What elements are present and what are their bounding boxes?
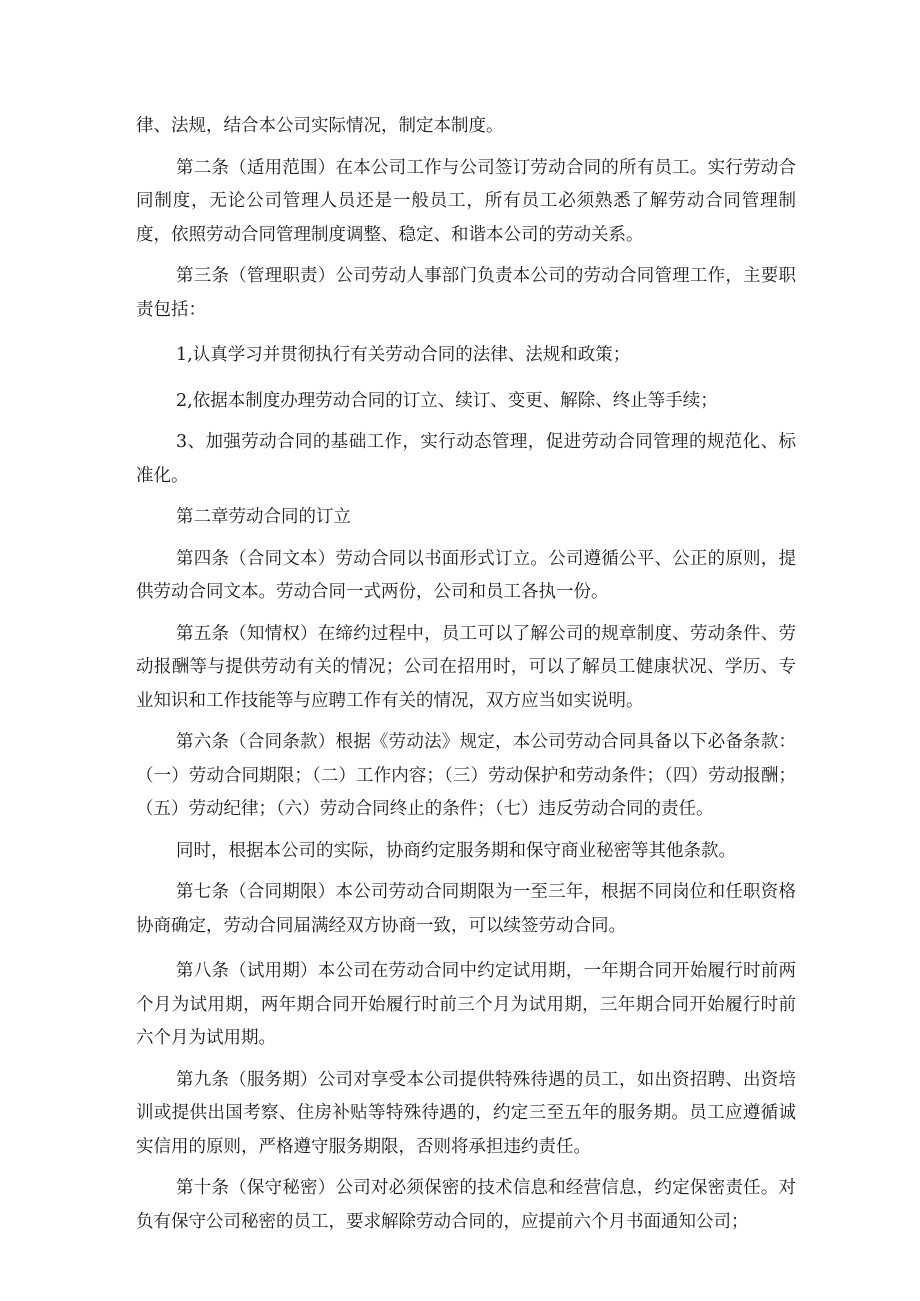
paragraph-article-5: 第五条（知情权）在缔约过程中，员工可以了解公司的规章制度、劳动条件、劳动报酬等与提供劳动有关的情况；公司在招用时，可以了解员工健康状况、学历、专业知识和工作技能等与应聘工作有关的情况，双方应当如实说明。 [136,623,796,711]
paragraph-article-7: 第七条（合同期限）本公司劳动合同期限为一至三年，根据不同岗位和任职资格协商确定，劳动合同届满经双方协商一致，可以续签劳动合同。 [136,882,796,936]
paragraph-article-6: 第六条（合同条款）根据《劳动法》规定，本公司劳动合同具备以下必备条款：（一）劳动合同期限；（二）工作内容；（三）劳动保护和劳动条件；（四）劳动报酬；（五）劳动纪律；（六）劳动合同终止的条件；（七）违反劳动合同的责任。 [136,732,796,819]
paragraph-article-10: 第十条（保守秘密）公司对必须保密的技术信息和经营信息，约定保密责任。对负有保守公司秘密的员工，要求解除劳动合同的，应提前六个月书面通知公司； [136,1178,796,1232]
paragraph-article-4: 第四条（合同文本）劳动合同以书面形式订立。公司遵循公平、公正的原则，提供劳动合同文本。劳动合同一式两份，公司和员工各执一份。 [136,548,796,602]
paragraph-continued: 律、法规，结合本公司实际情况，制定本制度。 [136,116,504,136]
paragraph-duty-1: 1,认真学习并贯彻执行有关劳动合同的法律、法规和政策； [176,345,631,365]
paragraph-supplement: 同时，根据本公司的实际，协商约定服务期和保守商业秘密等其他条款。 [176,840,736,861]
paragraph-article-3: 第三条（管理职责）公司劳动人事部门负责本公司的劳动合同管理工作，主要职责包括： [136,266,796,320]
paragraph-article-8: 第八条（试用期）本公司在劳动合同中约定试用期，一年期合同开始履行时前两个月为试用期，两年期合同开始履行时前三个月为试用期，三年期合同开始履行时前六个月为试用期。 [136,961,796,1048]
document-body [136,110,796,1239]
paragraph-article-2: 第二条（适用范围）在本公司工作与公司签订劳动合同的所有员工。实行劳动合同制度，无论公司管理人员还是一般员工，所有员工必须熟悉了解劳动合同管理制度，依照劳动合同管理制度调整、稳定、和谐本公司的劳动关系。 [136,157,796,245]
paragraph-duty-3: 3、加强劳动合同的基础工作，实行动态管理，促进劳动合同管理的规范化、标准化。 [136,432,796,486]
paragraph-duty-2: 2,依据本制度办理劳动合同的订立、续订、变更、解除、终止等手续； [176,390,718,411]
paragraph-article-9: 第九条（服务期）公司对享受本公司提供特殊待遇的员工，如出资招聘、出资培训或提供出国考察、住房补贴等特殊待遇的，约定三至五年的服务期。员工应遵循诚实信用的原则，严格遵守服务期限，否则将承担违约责任。 [136,1069,796,1157]
chapter-heading: 第二章劳动合同的订立 [176,507,351,527]
